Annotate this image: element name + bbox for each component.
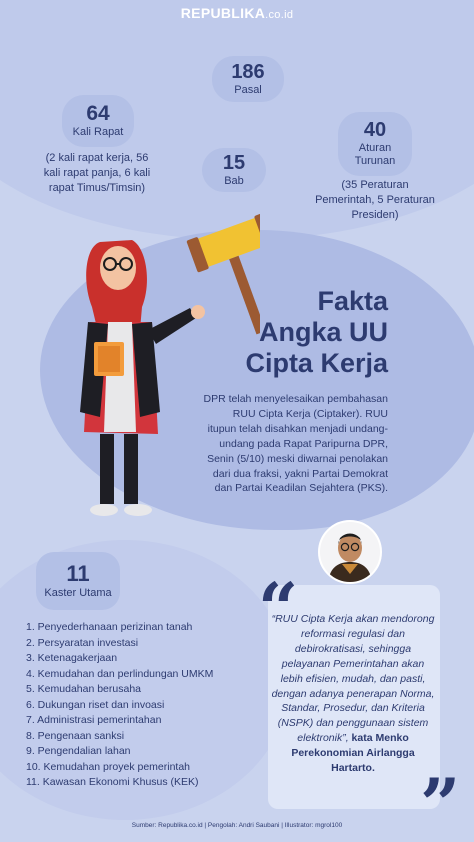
open-quote-icon: “ — [258, 567, 299, 650]
kaster-summary — [36, 552, 120, 610]
stat-pasal-value: 186 — [231, 60, 265, 83]
quote-attribution: kata Menko Perekonomian Airlangga Hartarto. — [291, 732, 415, 775]
list-item: 9. Pengendalian lahan — [26, 745, 131, 757]
list-item: 3. Ketenagakerjaan — [26, 652, 118, 664]
stat-aturan — [338, 112, 412, 176]
page-title — [245, 286, 388, 379]
description-paragraph: DPR telah menyelesaikan pembahasan RUU Cipta Kerja (Ciptaker). RUU itupun telah disahkan menjadi undang-undang pada Rapat Paripurna DPR, Senin (5/10) meski diwarnai penolakan dari dua fraksi, yakni Partai Demokrat dan Partai Keadilan Sejahtera (PKS). — [203, 393, 388, 495]
kaster-label: Kaster Utama — [44, 586, 112, 599]
quote-text — [270, 612, 436, 776]
stat-aturan-note: (35 Peraturan Pemerintah, 5 Peraturan Presiden) — [315, 179, 435, 221]
stat-rapat-label: Kali Rapat — [72, 126, 124, 139]
list-item: 1. Penyederhanaan perizinan tanah — [26, 621, 193, 633]
title-line-2: Angka UU — [258, 317, 388, 348]
title-line-3: Cipta Kerja — [245, 348, 388, 379]
kaster-list — [26, 620, 256, 791]
kaster-value: 11 — [66, 560, 90, 586]
stat-aturan-value: 40 — [363, 119, 387, 142]
portrait-image — [320, 522, 380, 582]
list-item: 6. Dukungan riset dan invoasi — [26, 698, 165, 711]
list-item: 7. Administrasi pemerintahan — [26, 714, 162, 726]
list-item: 10. Kemudahan proyek pemerintah — [26, 760, 191, 773]
brand-logo[interactable]: REPUBLIKA.co.id — [180, 5, 294, 21]
stat-rapat-note: (2 kali rapat kerja, 56 kali rapat panja, 6 kali rapat Timus/Timsin) — [43, 152, 151, 194]
stat-pasal-label: Pasal — [234, 83, 262, 96]
close-quote-icon: ” — [420, 763, 461, 842]
stat-bab — [202, 148, 266, 192]
quote-body: “RUU Cipta Kerja akan mendorong reformasi regulasi dan debirokratisasi, sehingga pelayanan Pemerintahan akan lebih efisien, mudah, dan pasti, dengan adanya penerapan Norma, Standar, Prosedur, dan Kriteria (NSPK) dan penggunaan sistem elektronik”, — [271, 613, 435, 745]
stat-pasal — [212, 56, 284, 102]
stat-rapat — [62, 95, 134, 147]
stat-bab-label: Bab — [224, 174, 244, 187]
footer-credits: Sumber: Republika.co.id | Pengolah: Andri Saubani | Illustrator: mgrol100 — [131, 822, 343, 829]
speaker-portrait — [318, 520, 382, 584]
stat-rapat-value: 64 — [86, 102, 110, 126]
list-item: 8. Pengenaan sanksi — [26, 729, 125, 742]
title-line-1: Fakta — [317, 286, 388, 316]
list-item: 11. Kawasan Ekonomi Khusus (KEK) — [26, 776, 199, 788]
header — [0, 0, 474, 26]
list-item: 2. Persyaratan investasi — [26, 636, 139, 649]
stat-bab-value: 15 — [222, 151, 246, 174]
list-item: 5. Kemudahan berusaha — [26, 683, 142, 695]
list-item: 4. Kemudahan dan perlindungan UMKM — [26, 667, 214, 680]
stat-aturan-label: Aturan Turunan — [354, 142, 396, 167]
